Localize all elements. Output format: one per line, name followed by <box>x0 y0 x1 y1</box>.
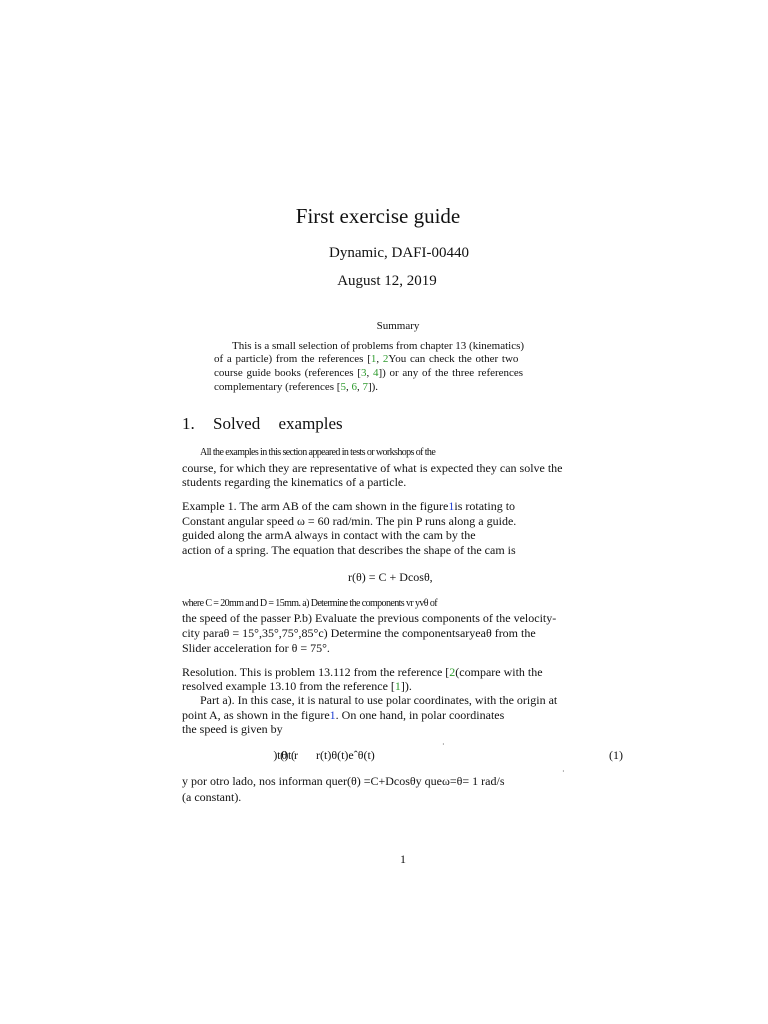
example-line-1: Example 1. The arm AB of the cam shown in the figure1is rotating to <box>182 499 516 513</box>
paper-title: First exercise guide <box>295 204 461 228</box>
resolution-line-6: y por otro lado, nos informan quer(θ) =C+Dcosθy queω=θ= 1 rad/s <box>182 774 505 788</box>
ref-link-6[interactable]: 6 <box>351 381 357 393</box>
velocity-equation: r(t)θ(t)eˆθ(t) <box>316 748 375 762</box>
example-line-3: guided along the armA always in contact with the cam by the <box>182 528 476 542</box>
resolution-line-3: Part a). In this case, it is natural to use polar coordinates, with the origin at <box>200 693 558 707</box>
summary-line-3: course guide books (references [3, 4]) or any of the three references <box>214 367 524 379</box>
example-line-6: the speed of the passer P.b) Evaluate the previous components of the velocity- <box>182 611 557 625</box>
ref-link-2[interactable]: 2 <box>382 353 389 365</box>
resolution-line-5: the speed is given by <box>182 722 283 736</box>
section-intro-line-2: course, for which they are representative of what is expected they can solve the <box>182 461 563 475</box>
ref-link-7[interactable]: 7 <box>362 381 368 393</box>
resolution-line-1: Resolution. This is problem 13.112 from the reference [2(compare with the <box>182 665 543 679</box>
example-line-7: city paraθ = 15°,35°,75°,85°c) Determine the componentsaryeaθ from the <box>182 626 536 640</box>
example-line-4: action of a spring. The equation that describes the shape of the cam is <box>182 543 516 557</box>
example-line-5: where C = 20mm and D = 15mm. a) Determine the components vr yvθ of <box>182 598 438 609</box>
cam-equation: r(θ) = C + Dcosθ, <box>348 570 433 584</box>
stray-dot: · <box>442 740 445 749</box>
summary-heading: Summary <box>376 320 420 332</box>
stray-dot-2: · <box>562 767 565 776</box>
figure-link[interactable]: 1 <box>448 499 455 513</box>
summary-line-2: of a particle) from the references [1, 2You can check the other two <box>214 353 519 365</box>
resolution-line-7: (a constant). <box>182 790 242 804</box>
summary-line-1: This is a small selection of problems from chapter 13 (kinematics) <box>232 340 525 352</box>
ref-link-2b[interactable]: 2 <box>449 665 456 679</box>
equation-number: (1) <box>609 748 623 762</box>
figure-link-2[interactable]: 1 <box>329 708 336 722</box>
example-line-8: Slider acceleration for θ = 75°. <box>182 641 330 655</box>
ref-link-5[interactable]: 5 <box>340 381 346 393</box>
ref-link-1[interactable]: 1 <box>370 353 377 365</box>
resolution-line-2: resolved example 13.10 from the reference [1]). <box>182 679 412 693</box>
summary-line-4: complementary (references [5, 6, 7]). <box>214 381 379 393</box>
resolution-line-4: point A, as shown in the figure1. On one hand, in polar coordinates <box>182 708 505 722</box>
ref-link-3[interactable]: 3 <box>360 367 367 379</box>
section-intro-line-3: students regarding the kinematics of a particle. <box>182 475 407 489</box>
ref-link-1b[interactable]: 1 <box>394 679 401 693</box>
ref-link-4[interactable]: 4 <box>372 367 379 379</box>
section-intro-line-1: All the examples in this section appeared in tests or workshops of the <box>200 447 436 458</box>
paper-date: August 12, 2019 <box>337 273 437 289</box>
paper-subtitle: Dynamic, DAFI-00440 <box>329 245 469 261</box>
page-number: 1 <box>400 852 406 866</box>
section-heading: 1. Solved examples <box>182 414 343 433</box>
example-line-2: Constant angular speed ω = 60 rad/min. The pin P runs along a guide. <box>182 514 517 528</box>
